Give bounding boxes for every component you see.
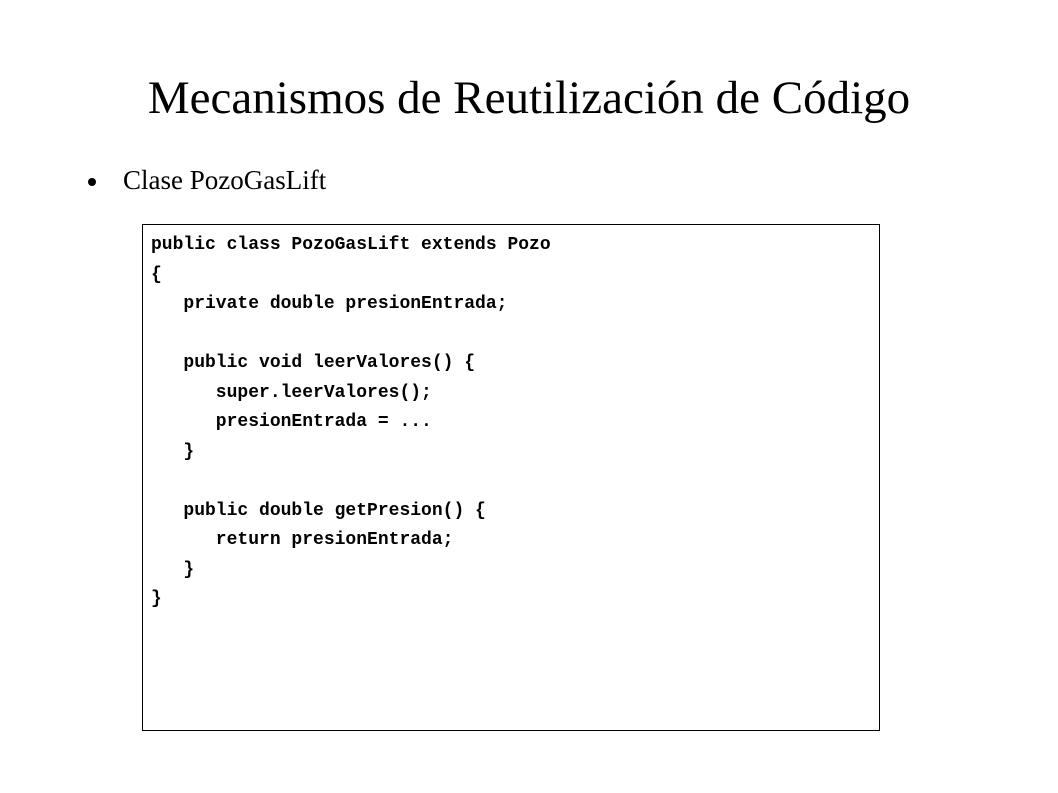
bullet-text: Clase PozoGasLift bbox=[123, 165, 327, 195]
code-line: { bbox=[151, 264, 162, 285]
bullet-dot-icon bbox=[88, 178, 96, 186]
code-line: public void leerValores() { bbox=[151, 353, 476, 373]
code-line: public double getPresion() { bbox=[151, 500, 486, 521]
code-lines bbox=[151, 231, 551, 615]
code-line: presionEntrada = ... bbox=[151, 412, 432, 432]
code-line: } bbox=[151, 559, 195, 580]
code-line: } bbox=[151, 589, 162, 609]
code-line bbox=[151, 320, 551, 350]
code-line: } bbox=[151, 441, 195, 462]
code-line: return presionEntrada; bbox=[151, 530, 454, 550]
code-block bbox=[142, 224, 880, 731]
slide-title: Mecanismos de Reutilización de Código bbox=[147, 72, 911, 124]
code-line: super.leerValores(); bbox=[151, 382, 432, 403]
code-line: private double presionEntrada; bbox=[151, 294, 508, 314]
bullet-item bbox=[88, 160, 326, 200]
code-line bbox=[151, 467, 551, 497]
code-line: public class PozoGasLift extends Pozo bbox=[151, 235, 551, 255]
